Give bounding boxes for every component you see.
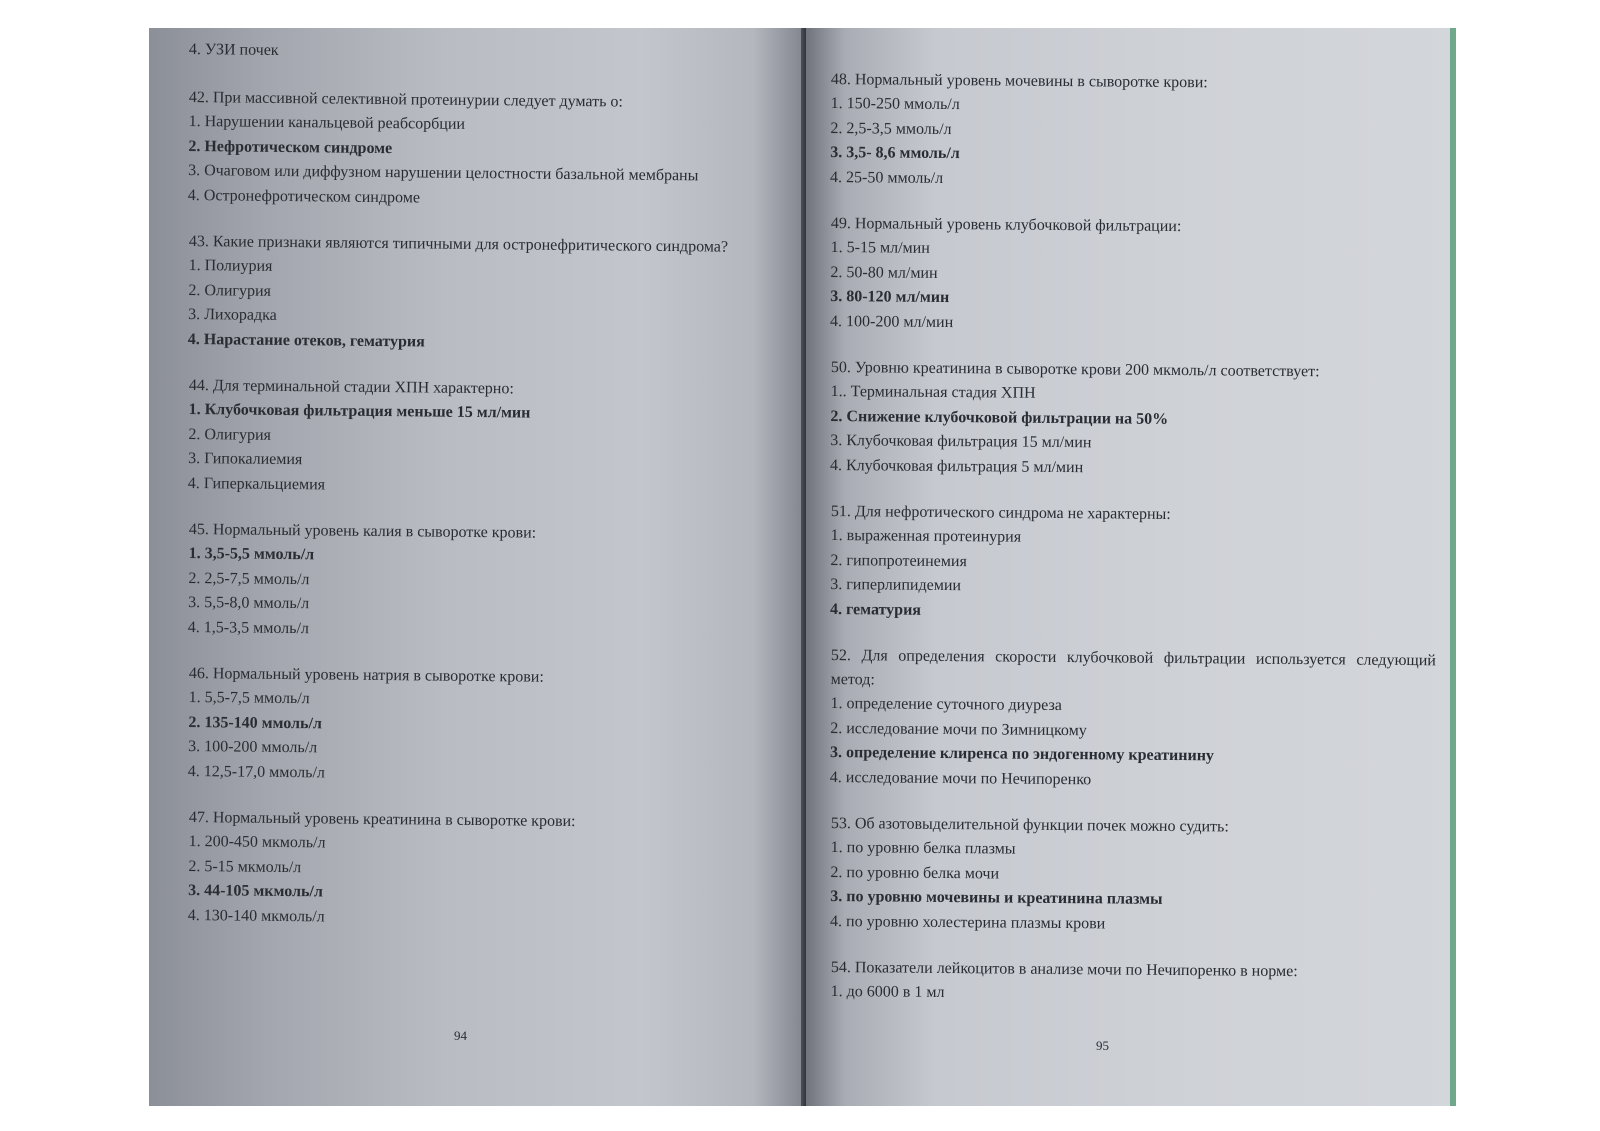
answer-option: 3. Клубочковая фильтрация 15 мл/мин (830, 431, 1092, 452)
answer-option: 1. до 6000 в 1 мл (830, 982, 945, 1001)
answer-option: 1. 5,5-7,5 ммоль/л (188, 688, 310, 708)
answer-option: 2. гипопротеинемия (830, 551, 967, 570)
answer-option: 4. 130-140 мкмоль/л (187, 906, 325, 925)
answer-option: 1. Полиурия (188, 256, 273, 275)
answer-option: 2. по уровню белка мочи (830, 863, 1000, 882)
correct-answer-option: 3. 3,5- 8,6 ммоль/л (830, 143, 960, 163)
answer-option: 2. Олигурия (188, 425, 272, 444)
answer-option: 4. 100-200 мл/мин (829, 312, 954, 331)
answer-option: 1. по уровню белка плазмы (830, 838, 1016, 858)
left-page (149, 28, 806, 1106)
answer-option: 1. 150-250 ммоль/л (830, 94, 960, 114)
answer-option: 4. Гиперкальциемия (187, 474, 326, 493)
correct-answer-option: 3. 80-120 мл/мин (830, 287, 950, 307)
answer-option: 4. по уровню холестерина плазмы крови (829, 912, 1106, 932)
question-block (188, 806, 776, 934)
answer-option: 4. 12,5-17,0 ммоль/л (187, 762, 326, 781)
answer-option: 3. Гипокалиемия (188, 449, 303, 469)
correct-answer-option: 4. гематурия (829, 600, 922, 619)
question-text: 49. Нормальный уровень клубочковой фильтрации: (830, 214, 1182, 236)
answer-option: 3. 100-200 ммоль/л (188, 737, 318, 757)
question-text: 54. Показатели лейкоцитов в анализе мочи по Нечипоренко в норме: (830, 958, 1298, 981)
correct-answer-option: 3. определение клиренса по эндогенному креатинину (829, 743, 1215, 765)
question-text: 52. Для определения скорости клубочковой фильтрации используется следующий метод: (830, 646, 1436, 689)
answer-option: 2. 5-15 мкмоль/л (188, 857, 302, 876)
answer-option: 1. Нарушении канальцевой реабсорбции (188, 112, 466, 133)
right-page (806, 28, 1456, 1106)
answer-option: 2. 2,5-3,5 ммоль/л (830, 119, 952, 138)
correct-answer-option: 4. Нарастание отеков, гематурия (187, 330, 425, 350)
question-block (830, 68, 1436, 195)
question-text: 51. Для нефротического синдрома не характерны: (830, 502, 1171, 523)
top-fragment: 4. УЗИ почек (188, 40, 279, 59)
answer-option: 2. исследование мочи по Зимницкому (830, 719, 1087, 739)
correct-answer-option: 1. 3,5-5,5 ммоль/л (188, 544, 315, 564)
answer-option: 4. Остронефротическом синдроме (187, 186, 421, 206)
question-block (188, 662, 776, 790)
question-block (830, 812, 1436, 939)
answer-option: 3. гиперлипидемии (830, 575, 962, 595)
answer-option: 1. 5-15 мл/мин (830, 238, 930, 257)
correct-answer-option: 3. по уровню мочевины и креатинина плазмы (830, 887, 1163, 908)
question-text: 45. Нормальный уровень калия в сыворотке крови: (188, 520, 537, 542)
question-block (830, 356, 1436, 483)
answer-option: 1. определение суточного диуреза (830, 694, 1063, 715)
page-edge (1450, 28, 1456, 1106)
left-questions (189, 86, 776, 928)
answer-option: 4. Клубочковая фильтрация 5 мл/мин (829, 456, 1084, 476)
question-block (188, 518, 776, 646)
question-block (188, 86, 776, 214)
correct-answer-option: 2. Снижение клубочковой фильтрации на 50% (830, 407, 1169, 428)
answer-option: 3. 5,5-8,0 ммоль/л (188, 593, 310, 613)
answer-option: 4. исследование мочи по Нечипоренко (829, 768, 1092, 788)
question-text: 42. При массивной селективной протеинурии следует думать о: (188, 88, 623, 111)
answer-option: 2. 50-80 мл/мин (830, 263, 938, 282)
question-text: 44. Для терминальной стадии ХПН характерно: (188, 376, 514, 398)
answer-option: 3. Лихорадка (188, 305, 277, 324)
right-questions (831, 68, 1436, 1005)
question-block (830, 644, 1436, 795)
answer-option: 1. 200-450 мкмоль/л (188, 832, 326, 852)
question-block (831, 956, 1436, 1010)
correct-answer-option: 2. Нефротическом синдроме (188, 137, 393, 157)
answer-option: 4. 1,5-3,5 ммоль/л (187, 618, 310, 637)
question-text: 53. Об азотовыделительной функции почек можно судить: (830, 814, 1229, 836)
answer-option: 1.. Терминальная стадия ХПН (830, 382, 1036, 402)
page-number-left: 94 (454, 1028, 467, 1043)
question-text: 47. Нормальный уровень креатинина в сыворотке крови: (188, 808, 576, 831)
answer-option: 4. 25-50 ммоль/л (829, 168, 944, 187)
answer-option: 2. Олигурия (188, 281, 272, 300)
question-text: 46. Нормальный уровень натрия в сыворотке крови: (188, 664, 544, 686)
question-block (830, 212, 1436, 339)
correct-answer-option: 2. 135-140 ммоль/л (188, 713, 323, 732)
answer-option: 3. Очаговом или диффузном нарушении целостности базальной мембраны (188, 161, 699, 185)
question-block (188, 230, 776, 358)
book-photo (149, 28, 1456, 1106)
page-number-right: 95 (1096, 1038, 1109, 1053)
correct-answer-option: 1. Клубочковая фильтрация меньше 15 мл/мин (188, 400, 531, 422)
answer-option: 2. 2,5-7,5 ммоль/л (188, 569, 310, 588)
question-block (830, 500, 1436, 627)
correct-answer-option: 3. 44-105 мкмоль/л (188, 881, 323, 901)
answer-option: 1. выраженная протеинурия (830, 526, 1022, 546)
question-block (188, 374, 776, 502)
question-text: 48. Нормальный уровень мочевины в сыворотке крови: (830, 70, 1208, 92)
question-text: 43. Какие признаки являются типичными для остронефритического синдрома? (188, 232, 729, 256)
question-text: 50. Уровню креатинина в сыворотке крови 200 мкмоль/л соответствует: (830, 358, 1320, 381)
